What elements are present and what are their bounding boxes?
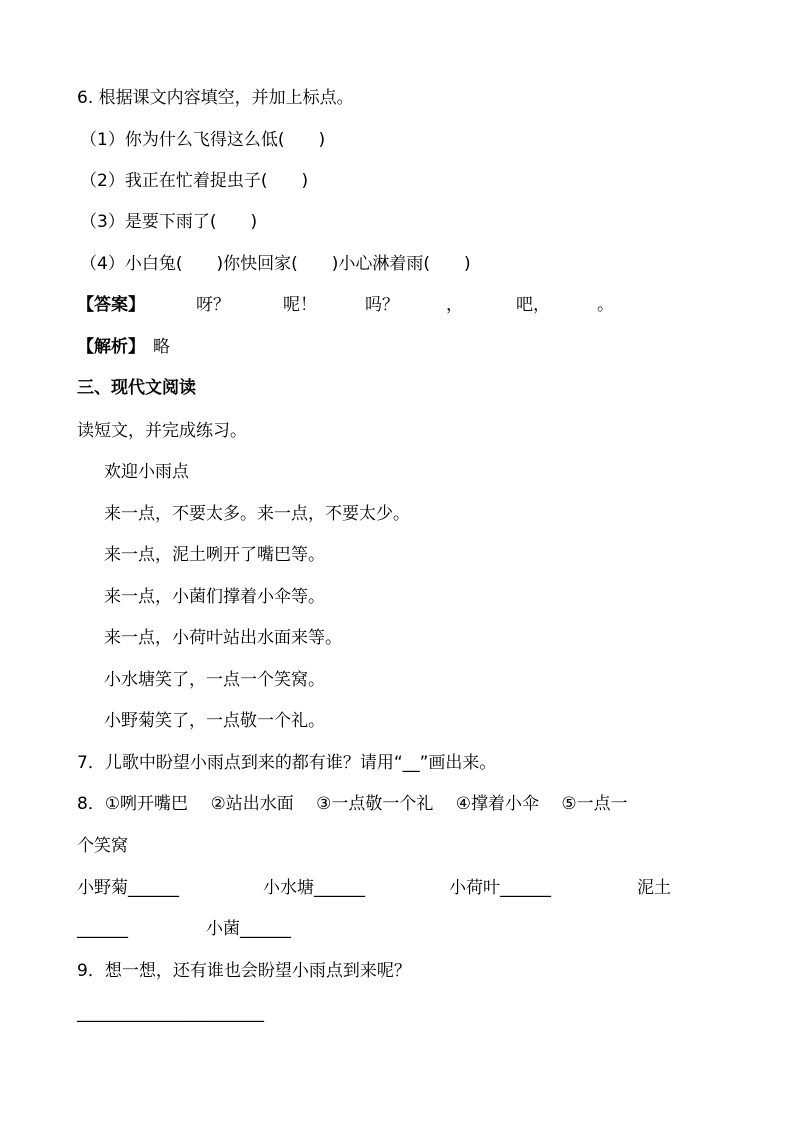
blank-xiaoshuitang[interactable]: 小水塘______ [263, 878, 365, 898]
q9-text: 9．想一想，还有谁也会盼望小雨点到来呢？ [77, 961, 411, 981]
answer-4: ， [446, 295, 463, 315]
answer-1: 呀？ [196, 295, 230, 315]
answer-6: 。 [597, 295, 614, 315]
blank-nitu[interactable]: ______ [77, 919, 128, 939]
q6-title: 6. 根据课文内容填空，并加上标点。 [77, 88, 354, 108]
poem-title: 欢迎小雨点 [104, 462, 189, 482]
poem-line: 来一点，小菌们撑着小伞等。 [104, 587, 325, 607]
q9-answer-blank[interactable]: ______________________ [77, 1003, 264, 1023]
q6-item-3: （3）是要下雨了( ) [80, 212, 258, 232]
answer-3: 吗？ [365, 295, 399, 315]
poem-line: 来一点，不要太多。来一点，不要太少。 [104, 504, 410, 524]
answer-5: 吧， [516, 295, 550, 315]
section-heading: 三、现代文阅读 [77, 378, 196, 398]
section-instruction: 读短文，并完成练习。 [77, 421, 247, 441]
blank-xiaoyeju[interactable]: 小野菊______ [77, 878, 179, 898]
q8-options-cont: 个笑窝 [77, 836, 128, 856]
answer-2: 呢！ [283, 295, 317, 315]
q8-options: 8．①咧开嘴巴 ②站出水面 ③一点敬一个礼 ④撑着小伞 ⑤一点一 [77, 794, 628, 814]
q6-item-4: （4）小白兔( )你快回家( )小心淋着雨( ) [80, 254, 471, 274]
poem-line: 小野菊笑了，一点敬一个礼。 [104, 711, 325, 731]
analysis-text: 略 [153, 337, 170, 357]
blank-xiaoheye[interactable]: 小荷叶______ [449, 878, 551, 898]
poem-line: 来一点，泥土咧开了嘴巴等。 [104, 545, 325, 565]
analysis-label: 【解析】 [77, 337, 145, 357]
answer-label: 【答案】 [77, 295, 145, 315]
label-nitu: 泥土 [637, 878, 671, 898]
blank-xiaojun[interactable]: 小菌______ [206, 919, 291, 939]
q6-item-1: （1）你为什么飞得这么低( ) [80, 130, 326, 150]
q6-item-2: （2）我正在忙着捉虫子( ) [80, 171, 309, 191]
poem-line: 来一点，小荷叶站出水面来等。 [104, 628, 342, 648]
poem-line: 小水塘笑了，一点一个笑窝。 [104, 670, 325, 690]
q7-text: 7．儿歌中盼望小雨点到来的都有谁？请用“__”画出来。 [77, 753, 497, 773]
